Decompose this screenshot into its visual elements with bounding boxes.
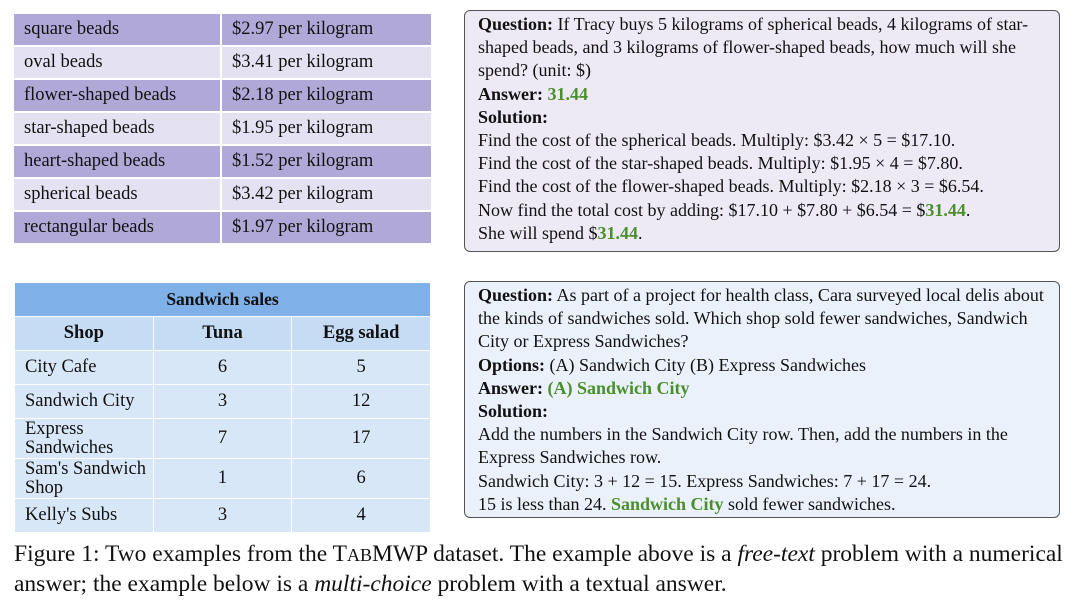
solution-label <box>478 106 1049 129</box>
egg-salad-cell: 4 <box>292 499 431 533</box>
table-row <box>14 178 431 211</box>
figure-caption <box>14 540 1074 599</box>
price-cell: $2.18 per kilogram <box>221 79 431 112</box>
total-suffix: . <box>965 199 971 220</box>
tuna-cell: 7 <box>153 419 292 459</box>
price-cell: $1.95 per kilogram <box>221 112 431 145</box>
sandwich-table <box>14 282 431 533</box>
answer-line <box>478 377 1049 400</box>
shop-cell: Sam's Sandwich Shop <box>15 459 154 499</box>
question-text: If Tracy buys 5 kilograms of spherical beads, 4 kilograms of star-shaped beads, and 3 kilograms of flower-shaped beads, how much will she spend? (unit: $) <box>478 14 1029 81</box>
egg-salad-cell: 5 <box>292 351 431 385</box>
final-prefix: 15 is less than 24. <box>478 493 611 514</box>
tuna-cell: 3 <box>153 499 292 533</box>
answer-label: Answer: <box>478 377 543 398</box>
dataset-name-smallcaps: AB <box>346 545 372 565</box>
solution-spend-line <box>478 222 1049 245</box>
table-row <box>15 419 431 459</box>
spend-suffix: . <box>638 222 643 243</box>
table-caption: Sandwich sales <box>15 283 431 317</box>
egg-salad-cell: 12 <box>292 385 431 419</box>
tuna-cell: 1 <box>153 459 292 499</box>
table-row <box>14 112 431 145</box>
spend-value: 31.44 <box>597 222 638 243</box>
final-suffix: sold fewer sandwiches. <box>723 493 896 514</box>
solution-line: Sandwich City: 3 + 12 = 15. Express Sandwiches: 7 + 17 = 24. <box>478 470 932 491</box>
table-row <box>14 79 431 112</box>
solution-line: Find the cost of the flower-shaped beads. Multiply: $2.18 × 3 = $6.54. <box>478 176 984 197</box>
total-value: 31.44 <box>925 199 966 220</box>
price-table <box>14 14 431 245</box>
answer-line <box>478 83 1049 106</box>
item-cell: flower-shaped beads <box>14 79 221 112</box>
spend-prefix: She will spend $ <box>478 222 598 243</box>
shop-cell: Express Sandwiches <box>15 419 154 459</box>
table-row <box>15 351 431 385</box>
options-line <box>478 354 1049 377</box>
caption-multi-choice: multi-choice <box>314 571 432 597</box>
table-row <box>14 211 431 244</box>
question-paragraph <box>478 13 1049 83</box>
solution-line: Find the cost of the star-shaped beads. Multiply: $1.95 × 4 = $7.80. <box>478 153 963 174</box>
caption-part-2: dataset. The example above is a <box>427 541 738 567</box>
column-header-egg-salad: Egg salad <box>292 317 431 351</box>
example-2-box <box>464 281 1060 518</box>
caption-figure-label: Figure 1: Two examples from the <box>14 541 333 567</box>
item-cell: spherical beads <box>14 178 221 211</box>
total-prefix: Now find the total cost by adding: $17.10 + $7.80 + $6.54 = $ <box>478 199 926 220</box>
table-row <box>14 145 431 178</box>
table-caption-row <box>15 283 431 317</box>
question-label: Question: <box>478 14 554 34</box>
table-row <box>14 46 431 79</box>
table-row <box>14 14 431 46</box>
price-cell: $1.97 per kilogram <box>221 211 431 244</box>
price-cell: $1.52 per kilogram <box>221 145 431 178</box>
solution-final-line <box>478 493 1049 516</box>
table-row <box>15 499 431 533</box>
options-label: Options: <box>478 354 546 375</box>
solution-total-line <box>478 199 1049 222</box>
question-text: As part of a project for health class, Cara surveyed local delis about the kinds of sandwiches sold. Which shop sold fewer sandwiches, Sandwich City or Express Sandwiches? <box>478 285 1044 352</box>
price-cell: $2.97 per kilogram <box>221 14 431 46</box>
column-header-shop: Shop <box>15 317 154 351</box>
final-highlight: Sandwich City <box>611 493 724 514</box>
answer-label: Answer: <box>478 83 543 104</box>
solution-line: Find the cost of the spherical beads. Multiply: $3.42 × 5 = $17.10. <box>478 130 956 151</box>
column-header-tuna: Tuna <box>153 317 292 351</box>
item-cell: star-shaped beads <box>14 112 221 145</box>
caption-part-4: problem with a textual answer. <box>431 571 727 597</box>
answer-value: (A) Sandwich City <box>547 377 690 398</box>
shop-cell: Sandwich City <box>15 385 154 419</box>
example-1-box <box>464 10 1060 252</box>
dataset-name-initial: T <box>332 541 347 567</box>
shop-cell: Kelly's Subs <box>15 499 154 533</box>
solution-label-text: Solution: <box>478 401 549 422</box>
caption-free-text: free-text <box>737 541 815 567</box>
tuna-cell: 3 <box>153 385 292 419</box>
dataset-name-rest: MWP <box>371 541 428 567</box>
price-cell: $3.42 per kilogram <box>221 178 431 211</box>
table-header-row <box>15 317 431 351</box>
item-cell: oval beads <box>14 46 221 79</box>
solution-label <box>478 400 1049 423</box>
question-paragraph <box>478 284 1049 354</box>
caption-part-3: problem with a numerical answer; the example below is a <box>14 541 1063 597</box>
caption-text <box>14 540 1074 599</box>
item-cell: rectangular beads <box>14 211 221 244</box>
shop-cell: City Cafe <box>15 351 154 385</box>
item-cell: heart-shaped beads <box>14 145 221 178</box>
tuna-cell: 6 <box>153 351 292 385</box>
egg-salad-cell: 17 <box>292 419 431 459</box>
table-row <box>15 459 431 499</box>
options-text: (A) Sandwich City (B) Express Sandwiches <box>549 354 866 375</box>
solution-line: Add the numbers in the Sandwich City row. Then, add the numbers in the Express Sandwiches row. <box>478 424 1008 468</box>
answer-value: 31.44 <box>547 83 588 104</box>
egg-salad-cell: 6 <box>292 459 431 499</box>
price-cell: $3.41 per kilogram <box>221 46 431 79</box>
question-label: Question: <box>478 285 554 305</box>
solution-label-text: Solution: <box>478 106 549 127</box>
table-row <box>15 385 431 419</box>
item-cell: square beads <box>14 14 221 46</box>
